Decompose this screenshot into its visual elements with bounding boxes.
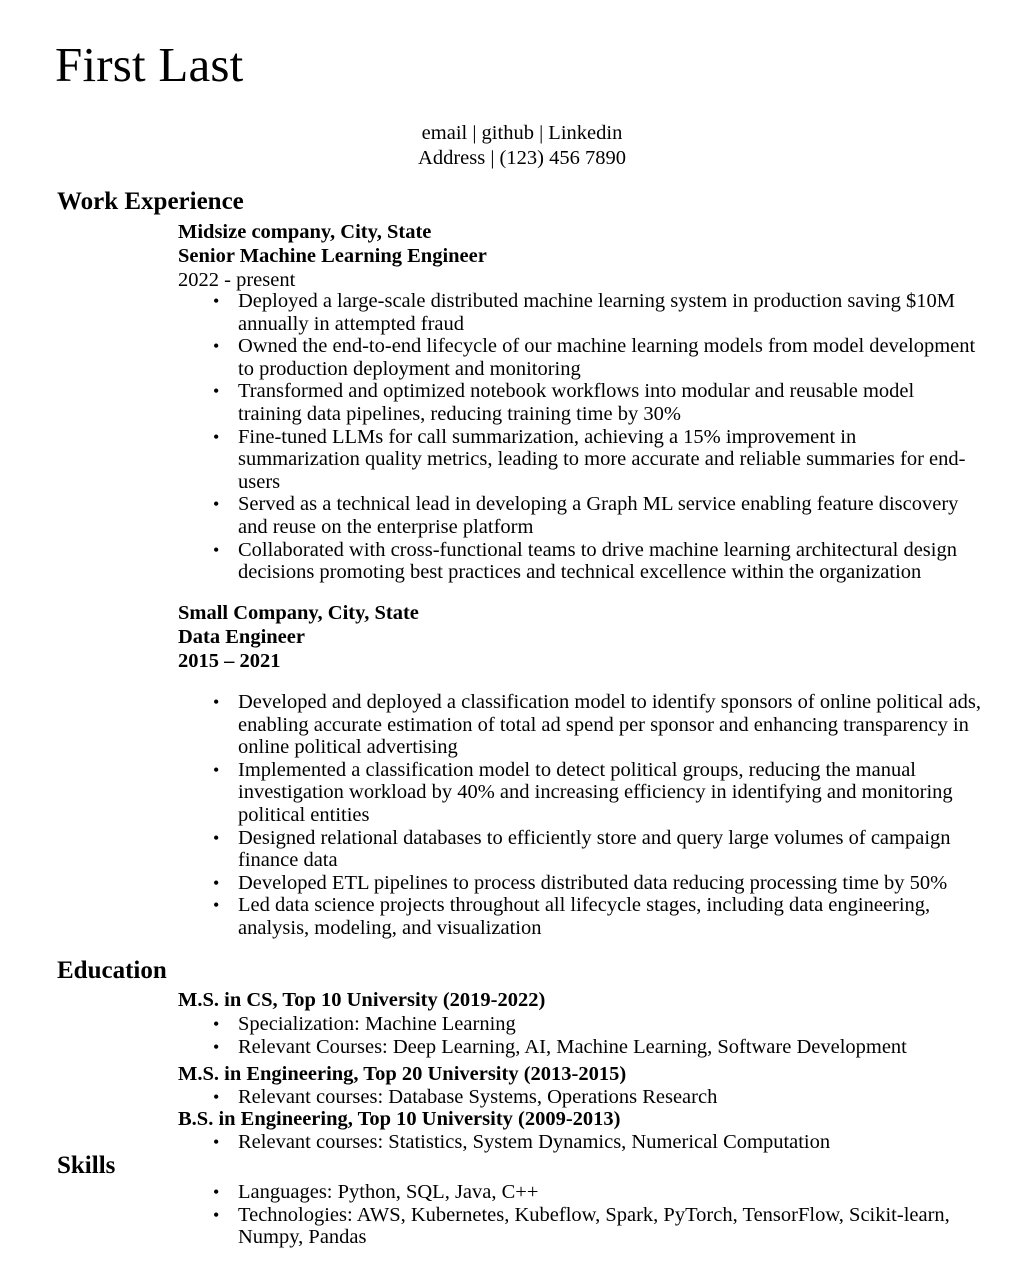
contact-address-line: Address | (123) 456 7890 [418, 147, 626, 169]
list-item: • Relevant Courses: Deep Learning, AI, Machine Learning, Software Development [178, 1036, 983, 1059]
job-dates-1: 2022 - present [178, 269, 296, 291]
list-item: • Owned the end-to-end lifecycle of our machine learning models from model development to production deployment and monitoring [178, 335, 983, 380]
job-bullets-1 [178, 290, 983, 584]
list-item: • Collaborated with cross-functional teams to drive machine learning architectural design decisions promoting best practices and technical excellence within the organization [178, 539, 983, 584]
education-entry-1 [178, 988, 983, 1012]
job-entry-header-1 [178, 220, 983, 292]
list-item: • Languages: Python, SQL, Java, C++ [178, 1181, 983, 1204]
list-item: • Designed relational databases to efficiently store and query large volumes of campaign finance data [178, 827, 983, 872]
job-dates-2: 2015 – 2021 [178, 650, 281, 672]
list-item: • Served as a technical lead in developing a Graph ML service enabling feature discovery and reuse on the enterprise platform [178, 493, 983, 538]
education-entry-2 [178, 1062, 983, 1086]
list-item: • Relevant courses: Statistics, System Dynamics, Numerical Computation [178, 1131, 983, 1154]
education-entry-3 [178, 1107, 983, 1131]
job-company-2: Small Company, City, State [178, 602, 419, 624]
job-company-1: Midsize company, City, State [178, 221, 432, 243]
section-heading-education: Education [57, 957, 167, 984]
list-item: • Developed and deployed a classification model to identify sponsors of online political ads, enabling accurate estimation of total ad spend per sponsor and enhancing transparency in online political advertising [178, 691, 983, 759]
job-role-1: Senior Machine Learning Engineer [178, 245, 487, 267]
job-entry-header-2 [178, 601, 983, 673]
contact-links-line[interactable]: email | github | Linkedin [421, 122, 623, 144]
list-item: • Fine-tuned LLMs for call summarization, achieving a 15% improvement in summarization quality metrics, leading to more accurate and reliable summaries for end-users [178, 426, 983, 494]
section-heading-skills: Skills [57, 1152, 116, 1179]
list-item: • Relevant courses: Database Systems, Operations Research [178, 1086, 983, 1109]
list-item: • Specialization: Machine Learning [178, 1013, 983, 1036]
list-item: • Transformed and optimized notebook workflows into modular and reusable model training data pipelines, reducing training time by 30% [178, 380, 983, 425]
candidate-name: First Last [55, 37, 244, 92]
skills-bullets [178, 1181, 983, 1249]
education-bullets-3 [178, 1131, 983, 1154]
job-bullets-2 [178, 691, 983, 940]
list-item: • Technologies: AWS, Kubernetes, Kubeflow, Spark, PyTorch, TensorFlow, Scikit-learn, Numpy, Pandas [178, 1204, 983, 1249]
list-item: • Led data science projects throughout all lifecycle stages, including data engineering, analysis, modeling, and visualization [178, 894, 983, 939]
contact-info [300, 121, 744, 171]
list-item: • Deployed a large-scale distributed machine learning system in production saving $10M annually in attempted fraud [178, 290, 983, 335]
education-bullets-1 [178, 1013, 983, 1058]
section-heading-work-experience: Work Experience [57, 188, 244, 215]
degree-heading-2: M.S. in Engineering, Top 20 University (2013-2015) [178, 1063, 627, 1085]
degree-heading-1: M.S. in CS, Top 10 University (2019-2022) [178, 989, 546, 1011]
education-bullets-2 [178, 1086, 983, 1109]
degree-heading-3: B.S. in Engineering, Top 10 University (2009-2013) [178, 1108, 621, 1130]
list-item: • Implemented a classification model to detect political groups, reducing the manual investigation workload by 40% and increasing efficiency in identifying and monitoring political entities [178, 759, 983, 827]
job-role-2: Data Engineer [178, 626, 305, 648]
list-item: • Developed ETL pipelines to process distributed data reducing processing time by 50% [178, 872, 983, 895]
